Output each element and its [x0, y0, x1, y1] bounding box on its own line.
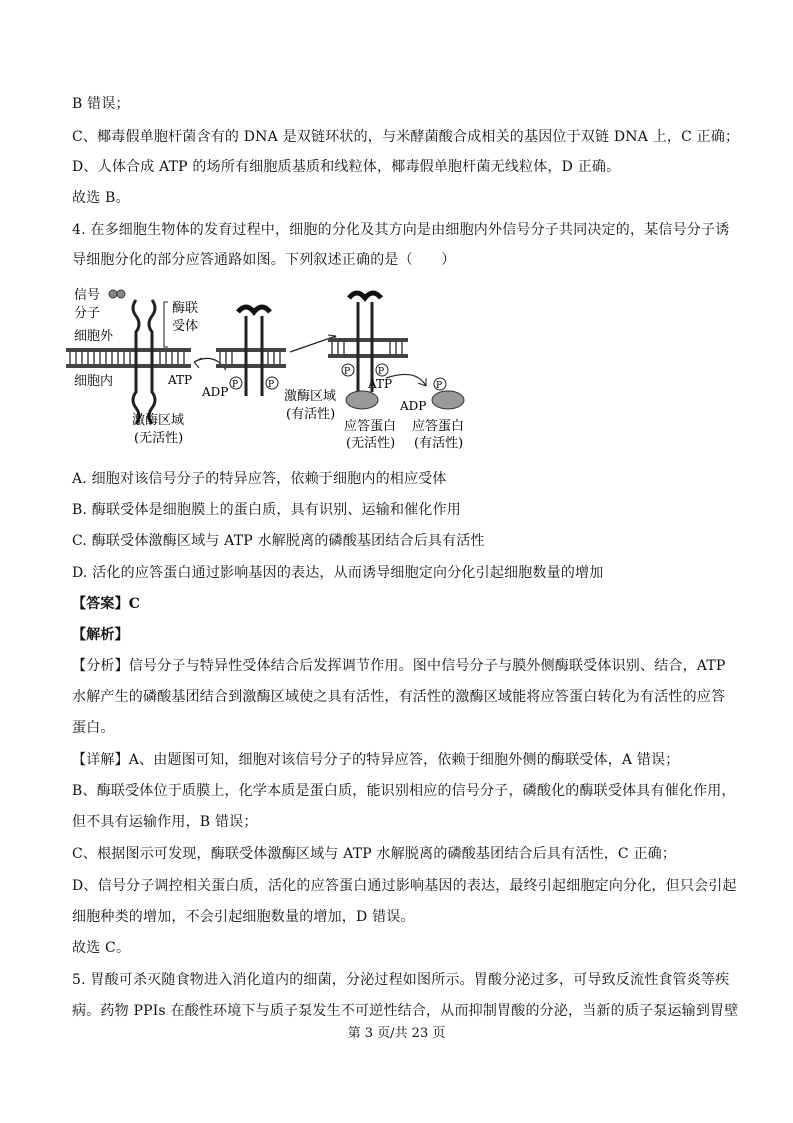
label-kinase-active: 激酶区域: [284, 389, 337, 404]
response-protein-active-icon: [432, 391, 464, 409]
label-kinase-inactive: 激酶区域: [132, 413, 185, 428]
receptor-chain: [246, 316, 262, 396]
label-signal-molecule-2: 分子: [74, 306, 101, 321]
svg-text:P: P: [436, 381, 443, 391]
label-adp: ADP: [202, 385, 229, 399]
text-line: B 错误；: [72, 96, 130, 112]
analysis-text: 蛋白。: [72, 720, 115, 736]
option-d: D. 活化的应答蛋白通过影响基因的表达，从而诱导细胞定向分化引起细胞数量的增加: [72, 565, 604, 581]
page-footer: 第 3 页/共 23 页: [347, 1026, 446, 1041]
membrane-segment: [328, 338, 408, 358]
label-response-inactive: 应答蛋白: [344, 419, 397, 434]
question-5-stem: 病。药物 PPIs 在酸性环境下与质子泵发生不可逆性结合，从而抑制胃酸的分泌，当新的质子泵运输到胃壁: [72, 1003, 739, 1019]
option-c: C. 酶联受体激酶区域与 ATP 水解脱离的磷酸基团结合后具有活性: [72, 533, 485, 549]
detail-text: D、信号分子调控相关蛋白质，活化的应答蛋白通过影响基因的表达，最终引起细胞定向分化，但只会引起: [72, 878, 737, 894]
svg-text:P: P: [268, 380, 275, 390]
label-kinase-inactive-2: (无活性): [134, 431, 184, 446]
detail-text: 但不具有运输作用，B 错误；: [72, 814, 258, 830]
receptor-chain: [133, 300, 139, 424]
label-adp-2: ADP: [400, 399, 427, 413]
analysis-label: 【解析】: [72, 627, 129, 643]
membrane-segment: [216, 348, 286, 368]
option-b: B. 酶联受体是细胞膜上的蛋白质，具有识别、运输和催化作用: [72, 502, 461, 518]
label-atp: ATP: [168, 373, 193, 387]
answer-label: 【答案】C: [72, 596, 141, 612]
label-enzyme-receptor-2: 受体: [172, 319, 199, 334]
svg-text:P: P: [344, 367, 351, 377]
svg-text:P: P: [378, 367, 385, 377]
signal-molecule-icon: [117, 290, 125, 298]
svg-text:P: P: [232, 380, 239, 390]
detail-text: 【详解】A、由题图可知，细胞对该信号分子的特异应答，依赖于细胞外侧的酶联受体，A 错误；: [72, 752, 680, 768]
response-protein-inactive-icon: [346, 391, 378, 409]
detail-text: C、根据图示可发现，酶联受体激酶区域与 ATP 水解脱离的磷酸基团结合后具有活性，C 正确；: [72, 846, 677, 862]
label-atp-2: ATP: [368, 377, 393, 391]
analysis-text: 水解产生的磷酸基团结合到激酶区域使之具有活性，有活性的激酶区域能将应答蛋白转化为有活性的应答: [72, 689, 726, 705]
question-4-stem: 4. 在多细胞生物体的发育过程中，细胞的分化及其方向是由细胞内外信号分子共同决定的，某信号分子诱: [72, 222, 730, 238]
conclusion-text: 故选 C。: [72, 940, 131, 956]
label-response-active-2: (有活性): [414, 436, 464, 451]
label-kinase-active-2: (有活性): [286, 407, 336, 422]
label-response-active: 应答蛋白: [412, 419, 465, 434]
label-outside: 细胞外: [74, 329, 114, 344]
label-response-inactive-2: (无活性): [346, 436, 396, 451]
receptor-chain: [149, 300, 155, 424]
bound-signal-icon: [238, 307, 270, 312]
option-a: A. 细胞对该信号分子的特异应答，依赖于细胞内的相应受体: [72, 471, 447, 487]
question-4-stem: 导细胞分化的部分应答通路如图。下列叙述正确的是（ ）: [72, 252, 456, 268]
label-inside: 细胞内: [74, 374, 114, 389]
analysis-text: 【分析】信号分子与特异性受体结合后发挥调节作用。图中信号分子与膜外侧酶联受体识别、结合，ATP: [72, 658, 726, 674]
detail-text: B、酶联受体位于质膜上，化学本质是蛋白质，能识别相应的信号分子，磷酸化的酶联受体具有催化作用，: [72, 783, 736, 799]
membrane-segment: [66, 348, 191, 368]
signal-pathway-diagram: [66, 282, 470, 452]
text-line: 故选 B。: [72, 190, 130, 206]
bracket: [164, 302, 168, 347]
detail-text: 细胞种类的增加，不会引起细胞数量的增加，D 错误。: [72, 909, 415, 925]
bound-signal-icon: [349, 293, 381, 298]
label-enzyme-receptor: 酶联: [172, 301, 199, 316]
text-line: C、椰毒假单胞杆菌含有的 DNA 是双链环状的，与米酵菌酸合成相关的基因位于双链 DNA 上，C 正确；: [72, 129, 740, 145]
text-line: D、人体合成 ATP 的场所有细胞质基质和线粒体，椰毒假单胞杆菌无线粒体，D 正确。: [72, 159, 621, 175]
label-signal-molecule: 信号: [74, 288, 101, 303]
signal-molecule-icon: [109, 290, 117, 298]
question-5-stem: 5. 胃酸可杀灭随食物进入消化道内的细菌，分泌过程如图所示。胃酸分泌过多，可导致反流性食管炎等疾: [72, 972, 730, 988]
